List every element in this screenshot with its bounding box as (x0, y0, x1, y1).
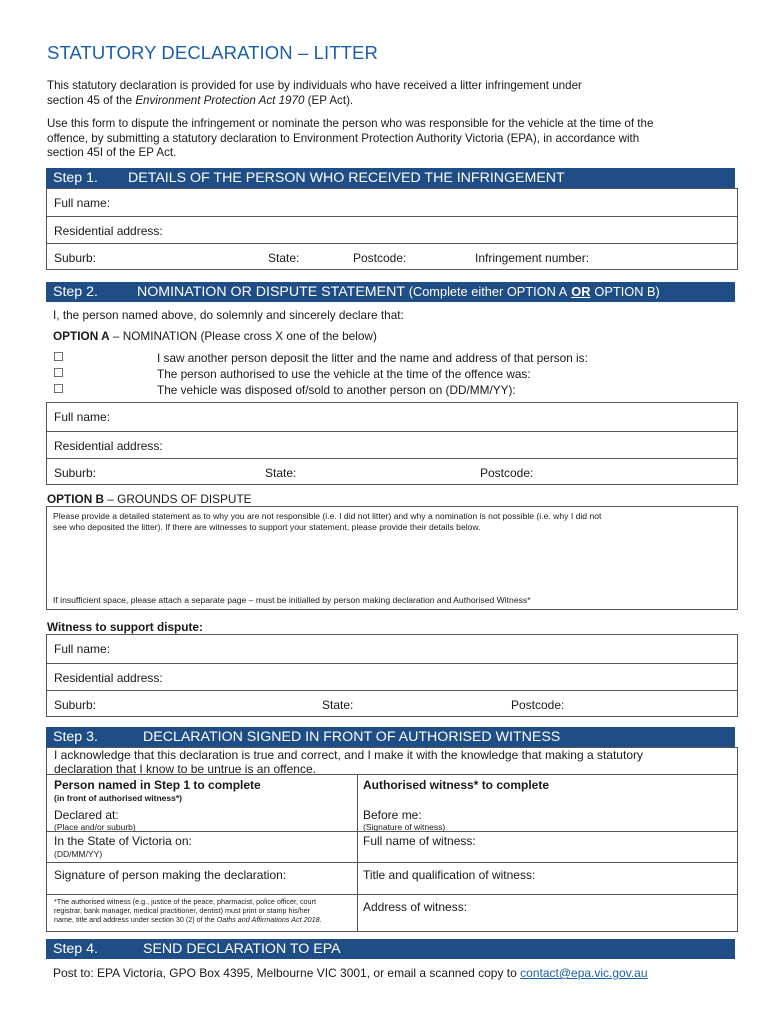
full-name-field[interactable] (47, 189, 737, 216)
option-b-text: – GROUNDS OF DISPUTE (107, 492, 252, 506)
date-format-hint: (DD/MM/YY) (54, 849, 103, 859)
step-heading: SEND DECLARATION TO EPA (143, 941, 341, 957)
page-title: STATUTORY DECLARATION – LITTER (47, 42, 378, 63)
left-column-subheading: (in front of authorised witness*) (54, 793, 182, 803)
left-column-heading (54, 778, 261, 792)
field-label: Residential address: (54, 439, 163, 453)
heading-text: NOMINATION OR DISPUTE STATEMENT (137, 284, 405, 300)
option-label-1: I saw another person deposit the litter and the name and address of that person is: (157, 351, 588, 365)
option-checkbox-1[interactable]: ☐ (53, 350, 64, 364)
post-instructions (53, 966, 648, 980)
state-label: State: (322, 698, 354, 712)
step1-details-box (46, 188, 738, 270)
acknowledgement-box (46, 747, 738, 775)
option-b-label: OPTION B (47, 492, 105, 506)
step-number: Step 3. (53, 729, 98, 745)
footnote-line: *The authorised witness (e.g., justice of the peace, pharmacist, police officer, court (54, 897, 316, 906)
divider (47, 831, 737, 832)
infringement-number-label: Infringement number: (475, 251, 590, 265)
option-a-label: OPTION A (53, 329, 110, 343)
acknowledgement-text (54, 748, 643, 776)
right-column-heading (363, 778, 549, 792)
step-number: Step 2. (53, 284, 98, 300)
witness-signature-hint: (Signature of witness) (363, 822, 446, 832)
witness-name-field[interactable]: Full name of witness: (363, 834, 476, 848)
suburb-label: Suburb: (54, 251, 97, 265)
residential-address-field[interactable] (47, 216, 737, 243)
state-label: State: (265, 466, 297, 480)
option-b-heading (47, 492, 252, 506)
post-text: Post to: EPA Victoria, GPO Box 4395, Melbourne VIC 3001, or email a scanned copy to (53, 966, 517, 980)
column-divider (357, 774, 358, 931)
nominee-details-box (46, 402, 738, 485)
state-label: State: (268, 251, 300, 265)
witness-heading: Witness to support dispute: (47, 620, 203, 634)
option-a-text: – NOMINATION (Please cross X one of the below) (112, 329, 377, 343)
postcode-label: Postcode: (353, 251, 407, 265)
dispute-instructions (53, 511, 733, 533)
intro-line: This statutory declaration is provided for use by individuals who have received a litter infringement under (47, 79, 582, 92)
step2-header (46, 282, 735, 302)
step-number: Step 1. (53, 170, 98, 186)
witness-signature-field[interactable]: Before me: (363, 808, 422, 822)
option-a-heading (53, 329, 377, 343)
declaration-table (46, 774, 738, 932)
heading-sub: OPTION B) (594, 284, 660, 299)
step-heading: DETAILS OF THE PERSON WHO RECEIVED THE INFRINGEMENT (128, 170, 565, 186)
intro-line: section 45I of the EP Act. (47, 146, 177, 159)
intro-paragraph-1 (47, 79, 737, 108)
witness-location-row[interactable] (47, 690, 737, 716)
divider (47, 774, 737, 775)
email-link[interactable]: contact@epa.vic.gov.au (520, 966, 648, 980)
location-row[interactable] (47, 243, 737, 269)
option-label-3: The vehicle was disposed of/sold to another person on (DD/MM/YY): (157, 383, 516, 397)
ack-line: I acknowledge that this declaration is true and correct, and I make it with the knowledge that making a statutory (54, 748, 643, 762)
intro-line: offence, by submitting a statutory declaration to Environment Protection Authority Victoria (EPA), in accordance with (47, 131, 640, 145)
instruction-line: see who deposited the litter). If there are witnesses to support your statement, please provide their details below. (53, 522, 481, 532)
declared-at-field[interactable]: Declared at: (54, 808, 119, 822)
step-heading (137, 282, 660, 302)
witness-address-field[interactable] (47, 663, 737, 690)
right-heading-text: Authorised witness* to complete (363, 778, 550, 792)
declare-intro: I, the person named above, do solemnly and sincerely declare that: (53, 308, 404, 322)
dispute-statement-box[interactable] (46, 506, 738, 610)
option-label-2: The person authorised to use the vehicle at the time of the offence was: (157, 367, 531, 381)
step-heading: DECLARATION SIGNED IN FRONT OF AUTHORISED WITNESS (143, 729, 561, 745)
declared-at-hint: (Place and/or suburb) (54, 822, 136, 832)
postcode-label: Postcode: (480, 466, 534, 480)
postcode-label: Postcode: (511, 698, 565, 712)
footnote-text: name, title and address under section 30 (2) of the (54, 915, 215, 924)
nominee-location-row[interactable] (47, 458, 737, 484)
step3-header (46, 727, 735, 747)
field-label: Full name: (54, 410, 111, 424)
field-label: Full name: (54, 642, 111, 656)
intro-text: (EP Act). (307, 93, 354, 107)
step1-header (46, 168, 735, 188)
step-number: Step 4. (53, 941, 98, 957)
suburb-label: Suburb: (54, 698, 97, 712)
witness-address-field[interactable]: Address of witness: (363, 900, 468, 914)
field-label: Residential address: (54, 224, 163, 238)
heading-sub: (Complete either OPTION A (408, 284, 568, 299)
intro-line (47, 94, 737, 109)
footnote-line (54, 915, 322, 924)
authorised-witness-footnote (54, 897, 322, 924)
divider (47, 862, 737, 863)
declarant-signature-field[interactable]: Signature of person making the declaration: (54, 868, 287, 882)
divider (47, 894, 737, 895)
left-heading-text: Person named in Step 1 to complete (54, 778, 261, 792)
step4-header (46, 939, 735, 959)
act-name: Oaths and Affirmations Act 2018. (216, 915, 322, 924)
act-name: Environment Protection Act 1970 (135, 93, 305, 107)
witness-details-box (46, 634, 738, 717)
witness-full-name-field[interactable] (47, 635, 737, 663)
intro-line: Use this form to dispute the infringement or nominate the person who was responsible for the vehicle at the time of the (47, 117, 654, 130)
option-checkbox-2[interactable]: ☐ (53, 366, 64, 380)
instruction-line: Please provide a detailed statement as to why you are not responsible (i.e. I did not litter) and why a nomination is not possible (i.e. why I did not (53, 511, 602, 521)
nominee-full-name-field[interactable] (47, 403, 737, 431)
heading-or: OR (571, 284, 591, 299)
field-label: Full name: (54, 196, 111, 210)
nominee-address-field[interactable] (47, 431, 737, 458)
suburb-label: Suburb: (54, 466, 97, 480)
field-label: Residential address: (54, 671, 163, 685)
ack-line: declaration that I know to be untrue is an offence. (54, 762, 316, 776)
intro-paragraph-2 (47, 117, 737, 161)
declaration-date-field[interactable]: In the State of Victoria on: (54, 834, 192, 848)
intro-text: section 45 of the (47, 93, 133, 107)
option-checkbox-3[interactable]: ☐ (53, 382, 64, 396)
witness-title-field[interactable]: Title and qualification of witness: (363, 868, 536, 882)
footnote-line: registrar, bank manager, medical practitioner, dentist) must print or stamp his/her (54, 906, 311, 915)
dispute-note: If insufficient space, please attach a separate page – must be initialled by person making declaration and Authorised Witness* (53, 595, 531, 605)
